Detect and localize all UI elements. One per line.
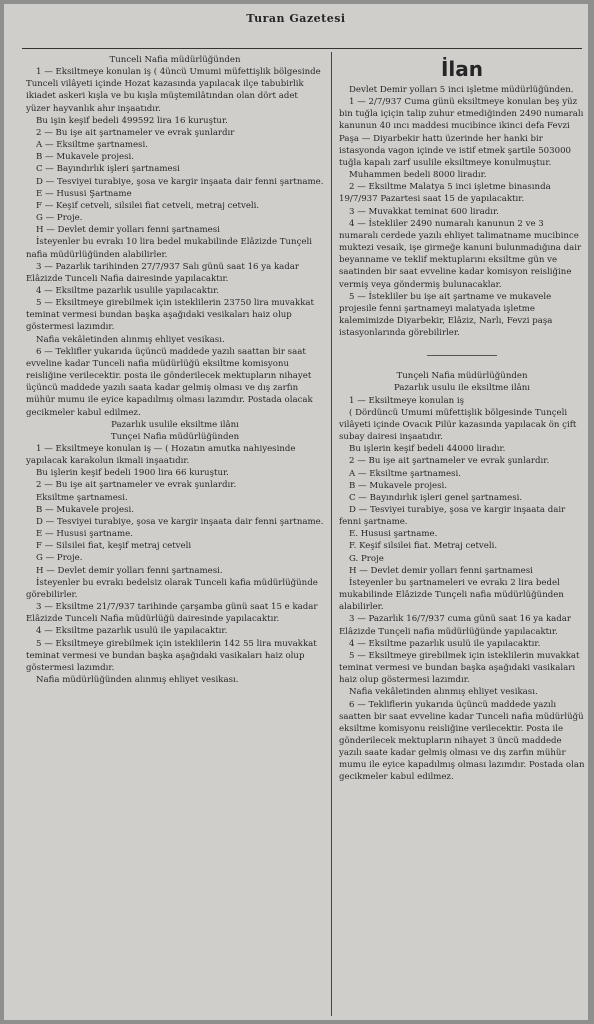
paragraph: G — Proje.: [36, 553, 83, 564]
paragraph: F. Keşif silsilei fiat. Metraj cetveli.: [349, 541, 498, 552]
paragraph: İsteyenler bu evrakı 10 lira bedel mukabilinde Elâzizde Tunçeli nafia müdürlüğünden alabilirler.: [26, 237, 312, 260]
paragraph: E. Hususi şartname.: [349, 529, 438, 540]
newspaper-page: [4, 4, 588, 1020]
paragraph: Eksiltme şartnamesi.: [36, 492, 128, 503]
paragraph: İsteyenler bu şartnameleri ve evrakı 2 lira bedel mukabilinde Elâzizde Tunçeli nafia müdürlüğünden alabilirler.: [339, 577, 564, 613]
paragraph: Nafia vekâletinden alınmış ehliyet vesikası.: [349, 687, 538, 698]
notice-separator: [427, 355, 497, 356]
paragraph: C — Bayındırlık işleri şartnamesi: [36, 164, 180, 175]
paragraph: Muhammen bedeli 8000 liradır.: [349, 170, 487, 181]
paragraph: B — Mukavele projesi.: [36, 504, 134, 515]
paragraph: 5 — İstekliler bu işe ait şartname ve mukavele projesile fenni şartnameyi malatyada işletme kalemimizde Diyarbekir, Elâziz, Narlı, Fevzi paşa istasyonlarında görebilirler.: [339, 291, 553, 339]
paragraph: Nafia vekâletinden alınmış ehliyet vesikası.: [36, 334, 225, 345]
paragraph: 1 — 2/7/937 Cuma günü eksiltmeye konulan beş yüz bin tuğla içiçin talip zuhur etmediğinden 2490 numaralı kanunun 40 ıncı maddesi mucibince ikinci defa Fevzi Paşa — Diyarbekir hattı üzerinde her hanki bir istasyonda vagon içinde ve istif etmek şartile 503000 tuğla kapalı zarf usulile eksiltmeye konulmuştur.: [339, 97, 584, 168]
column-divider: [331, 52, 332, 1016]
notice-gap: [339, 362, 585, 370]
paragraph: 4 — İstekliler 2490 numaralı kanunun 2 ve 3 numaralı cerdede yazılı ehliyet talimatname mucibince muktezi vesaik, işe girmeğe kanuni bulunmadığına dair beyanname ve teklif mektuplarını eksiltme gün ve saatinden bir saat evveline kadar komisyon reisliğine vermiş veya göndermiş bulunacaklar.: [339, 218, 582, 290]
paragraph: 5 — Eksiltmeye girebilmek için isteklilerin 142 55 lira muvakkat teminat vermesi ve bundan başka aşağıdaki vasikaları haiz olup göstermesi lazımdır.: [26, 638, 317, 673]
paragraph: G — Proje.: [36, 213, 83, 224]
paragraph: H — Devlet demir yolları fenni şartnamesi: [36, 225, 220, 236]
paragraph: E — Hususi şartname.: [36, 529, 133, 540]
paragraph: 1 — Eksiltmeye konulan iş — ( Hozatın amutka nahiyesinde yapılacak karakolun ikmali inşaatıdır.: [26, 444, 296, 467]
paragraph: Tunçei Nafia müdürlüğünden: [110, 431, 240, 442]
paragraph: 1 — Eksiltmeye konulan iş ( 4üncü Umumi müfettişlik bölgesinde Tunceli vilâyeti içinde Hozat kazasında yapılacak ilçe tabubirlik ikiadet askeri kışla ve bu kışla müştemilâtından olan dört adet yüzer hayvanlık ahır inşaatıdır.: [26, 67, 321, 114]
paragraph: D — Tesviyei turabiye, şosa ve kargir inşaata dair fenni şartname.: [36, 516, 324, 527]
paragraph: 2 — Bu işe ait şartnameler ve evrak şunlardır: [36, 127, 235, 138]
paragraph: Pazarlık usulile eksiltme ilânı: [111, 419, 239, 430]
paragraph: G. Proje: [349, 553, 384, 564]
paragraph: 3 — Pazarlık tarihinden 27/7/937 Salı günü saat 16 ya kadar Elâzizde Tunceli Nafia dairesinde yapılacaktır.: [26, 261, 300, 284]
paragraph: Tunceli Nafia müdürlüğünden: [109, 55, 241, 65]
railway-notice: [339, 84, 585, 339]
newspaper-masthead: Turan Gazetesi: [246, 12, 346, 25]
paragraph: İsteyenler bu evrakı bedelsiz olarak Tunceli kafia müdürlüğünde görebilirler.: [26, 577, 318, 600]
paragraph: Bu işin keşif bedeli 499592 lira 16 kuruştur.: [36, 115, 228, 126]
paragraph: 3 — Muvakkat teminat 600 liradır.: [349, 206, 499, 217]
paragraph: ( Dördüncü Umumi müfettişlik bölgesinde Tunçeli vilâyeti içinde Ovacık Pilür kazasında yapılacak ön çift subay dairesi inşaatıdır.: [339, 407, 577, 443]
paragraph: E — Hususi Şartname: [36, 188, 132, 199]
paragraph: Bu işlerin keşif bedeli 1900 lira 66 kuruştur.: [36, 468, 229, 479]
paragraph: B — Mukavele projesi.: [36, 152, 134, 163]
ilan-heading: İlan: [440, 57, 484, 81]
paragraph: H — Devlet demir yolları fenni şartnamesi.: [36, 565, 223, 576]
paragraph: C — Bayındırlık işleri genel şartnamesi.: [349, 492, 523, 503]
paragraph: H — Devlet demir yolları fenni şartnamesi: [349, 565, 533, 576]
notice-gap: [339, 339, 585, 349]
paragraph: F — Silsilei fiat, keşif metraj cetveli: [36, 541, 192, 552]
paragraph: Devlet Demir yolları 5 inci işletme müdürlüğünden.: [349, 85, 574, 95]
paragraph: 4 — Eksiltme pazarlık usulile yapılacaktır.: [36, 285, 220, 296]
paragraph: 2 — Eksiltme Malatya 5 inci işletme binasında 19/7/937 Pazartesi saat 15 de yapılacaktır.: [339, 182, 551, 205]
paragraph: 3 — Pazarlık 16/7/937 cuma günü saat 16 ya kadar Elâzizde Tunçeli nafia müdürlüğünde yapılacaktır.: [339, 614, 572, 637]
paragraph: 5 — Eksiltmeye girebilmek için isteklilerin muvakkat teminat vermesi ve bundan başka aşağıdaki vasikaları haiz olup göstermesi lazımdır.: [339, 650, 580, 686]
paragraph: Tunçeli Nafia müdürlüğünden: [396, 371, 528, 382]
paragraph: 1 — Eksiltmeye konulan iş: [349, 395, 465, 406]
paragraph: D — Tesviyei turabiye, şosa ve kargir inşaata dair fenni şartname.: [339, 505, 566, 528]
paragraph: 3 — Eksiltme 21/7/937 tarihinde çarşamba günü saat 15 e kadar Elâzizde Tunceli Nafia müdürlüğü dairesinde yapılacaktır.: [26, 602, 318, 625]
header-rule: [22, 48, 582, 49]
paragraph: 4 — Eksiltme pazarlık usulü ile yapılacaktır.: [349, 638, 541, 649]
paragraph: 4 — Eksiltme pazarlık usulü ile yapılacaktır.: [36, 626, 228, 637]
tunceli-notice: [339, 370, 585, 783]
paragraph: Pazarlık usulu ile eksiltme ilânı: [393, 383, 531, 394]
left-column: [26, 54, 324, 686]
paragraph: F — Keşif cetveli, silsilei fiat cetveli, metraj cetveli.: [36, 200, 260, 211]
paragraph: A — Eksiltme şartnamesi.: [36, 140, 148, 151]
paragraph: Bu işlerin keşif bedeli 44000 liradır.: [349, 444, 506, 455]
paragraph: 2 — Bu işe ait şartnameler ve evrak şunlardır.: [36, 480, 237, 491]
right-column: [339, 58, 585, 784]
paragraph: 5 — Eksiltmeye girebilmek için isteklilerin 23750 lira muvakkat teminat vermesi bundan başka aşağıdaki vesikaları haiz olup göstermesi lazımdır.: [26, 298, 315, 333]
paragraph: Nafia müdürlüğünden alınmış ehliyet vesikası.: [36, 674, 239, 685]
paragraph: 6 — Tekliflerin yukarıda üçüncü maddede yazılı saatten bir saat evveline kadar Tunceli nafia müdürlüğü eksiltme komisyonu reisliğine verilecektir. Posta ile gönderilecek mektupların nihayet 3 üncü maddede yazılı saate kadar gelmiş olması ve dış zarfın mühür mumu ile eyice kapadılmış olması lazımdır. Postada olan gecikmeler kabul edilmez.: [339, 699, 585, 783]
paragraph: A — Eksiltme şartnamesi.: [349, 468, 461, 479]
paragraph: B — Mukavele projesi.: [349, 480, 447, 491]
paragraph: D — Tesviyei turabiye, şosa ve kargir inşaata dair fenni şartname.: [36, 176, 324, 187]
paragraph: 2 — Bu işe ait şartnameler ve evrak şunlardır.: [349, 456, 550, 467]
paragraph: 6 — Teklifler yukarıda üçüncü maddede yazılı saattan bir saat evveline kadar Tunceli nafia müdürlüğü eksiltme komisyonu reisliğine verilecektir. posta ile gönderilecek mektupların nihayet üçüncü maddede yazılı saata kadar gelmiş olması ve dış zarfın mühür mumu ile eyice kapadılmış olması lazımdır. Postada olacak gecikmeler kabul edilmez.: [26, 346, 313, 418]
